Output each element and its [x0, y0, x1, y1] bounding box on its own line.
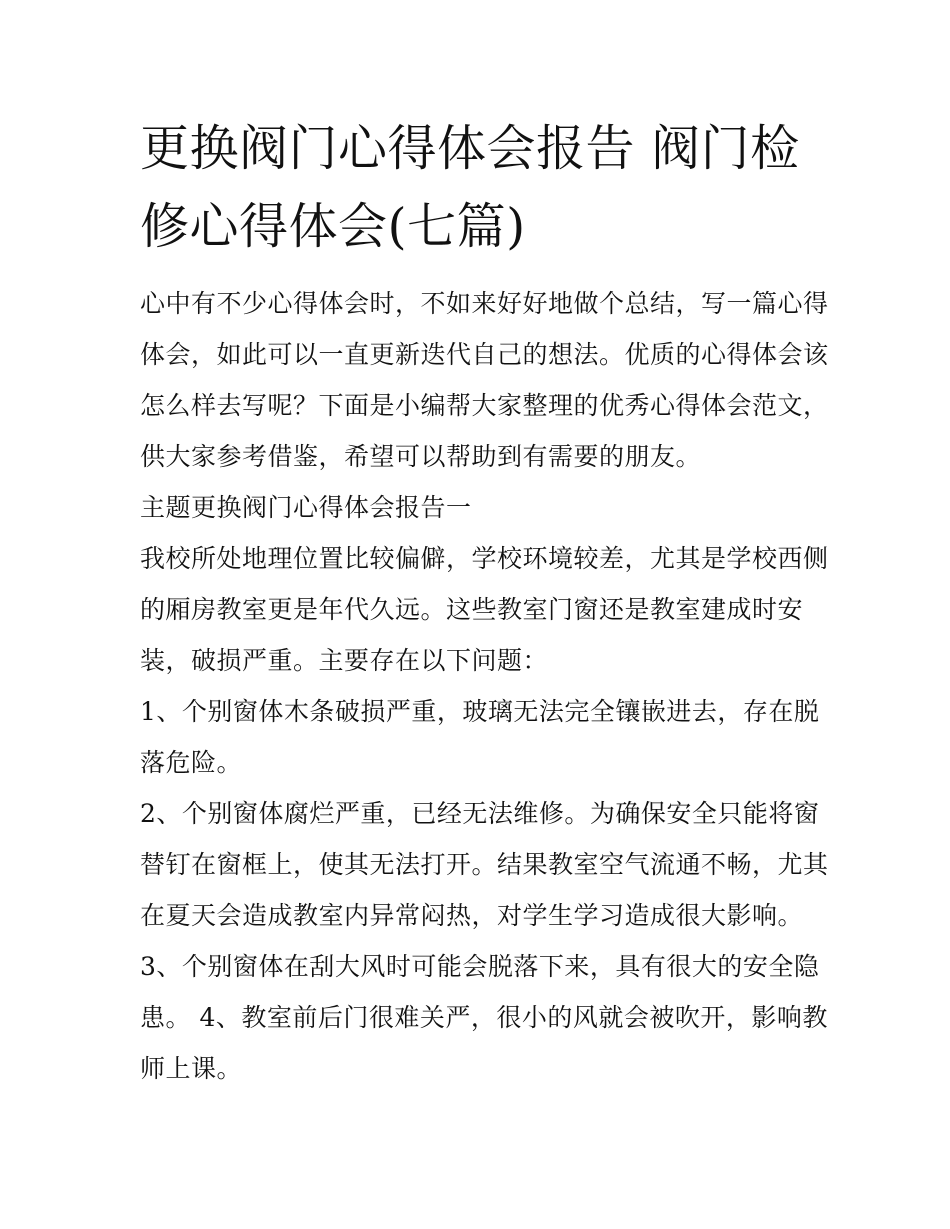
document-page: [140, 110, 830, 1094]
list-item-1: 1、个别窗体木条破损严重，玻璃无法完全镶嵌进去，存在脱落危险。: [140, 697, 820, 777]
list-item-2: 2、个别窗体腐烂严重，已经无法维修。为确保安全只能将窗替钉在窗框上，使其无法打开。结果教室空气流通不畅，尤其在夏天会造成教室内异常闷热，对学生学习造成很大影响。: [140, 799, 829, 930]
body-paragraph: 我校所处地理位置比较偏僻，学校环境较差，尤其是学校西侧的厢房教室更是年代久远。这些教室门窗还是教室建成时安装，破损严重。主要存在以下问题：: [140, 544, 829, 675]
list-item-3-4: 3、个别窗体在刮大风时可能会脱落下来，具有很大的安全隐患。 4、教室前后门很难关严，很小的风就会被吹开，影响教师上课。: [140, 952, 828, 1083]
document-title: 更换阀门心得体会报告 阀门检修心得体会(七篇): [140, 120, 800, 255]
intro-paragraph: 心中有不少心得体会时，不如来好好地做个总结，写一篇心得体会，如此可以一直更新迭代自己的想法。优质的心得体会该怎么样去写呢？下面是小编帮大家整理的优秀心得体会范文，供大家参考借鉴，希望可以帮助到有需要的朋友。: [140, 289, 829, 471]
section-heading: 主题更换阀门心得体会报告一: [140, 493, 472, 522]
